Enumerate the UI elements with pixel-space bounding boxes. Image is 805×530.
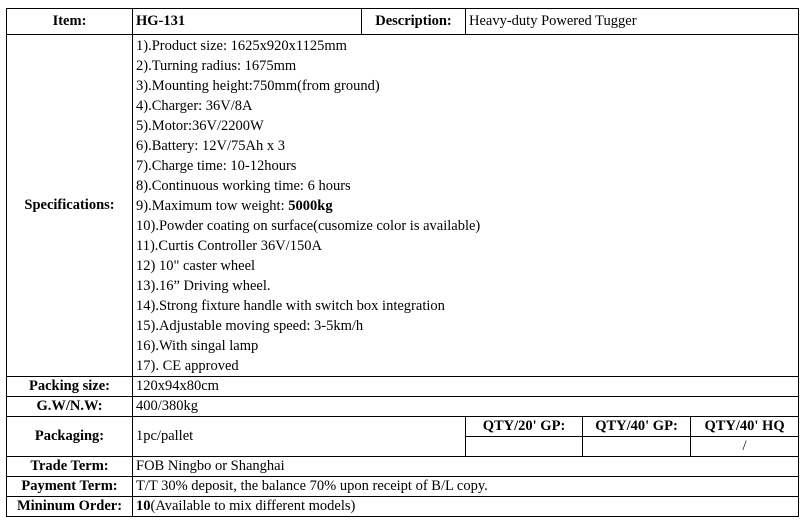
qty-40hq-header: QTY/40' HQ [691, 417, 799, 437]
spec-line: 14).Strong fixture handle with switch box integration [136, 297, 445, 314]
specifications-label: Specifications: [7, 35, 133, 377]
packaging-value: 1pc/pallet [133, 417, 466, 457]
spec-line: 17). CE approved [136, 357, 239, 374]
minimum-order-note: (Available to mix different models) [150, 498, 356, 514]
qty-20gp-header: QTY/20' GP: [466, 417, 583, 437]
trade-term-row [7, 457, 799, 477]
spec-line: 6).Battery: 12V/75Ah x 3 [136, 137, 286, 154]
packing-size-value: 120x94x80cm [133, 377, 799, 397]
max-tow-weight-value: 5000kg [288, 197, 333, 214]
spec-line: 2).Turning radius: 1675mm [136, 57, 297, 74]
specifications-list [133, 35, 799, 377]
spec-line: 16).With singal lamp [136, 337, 259, 354]
payment-term-label: Payment Term: [7, 477, 133, 497]
qty-40hq-value: / [691, 437, 799, 457]
spec-line: 8).Continuous working time: 6 hours [136, 177, 351, 194]
specifications-row [7, 35, 799, 377]
gw-nw-value: 400/380kg [133, 397, 799, 417]
packaging-row [7, 417, 799, 437]
qty-40gp-value [583, 437, 691, 457]
description-label: Description: [362, 9, 466, 35]
spec-line: 12) 10" caster wheel [136, 257, 256, 274]
minimum-order-quantity: 10 [136, 498, 151, 514]
spec-line: 5).Motor:36V/2200W [136, 117, 264, 134]
product-spec-sheet [6, 8, 799, 517]
packing-size-row [7, 377, 799, 397]
payment-term-row [7, 477, 799, 497]
spec-line: 3).Mounting height:750mm(from ground) [136, 77, 380, 94]
packaging-label: Packaging: [7, 417, 133, 457]
qty-40gp-header: QTY/40' GP: [583, 417, 691, 437]
spec-line: 4).Charger: 36V/8A [136, 97, 253, 114]
trade-term-label: Trade Term: [7, 457, 133, 477]
packing-size-label: Packing size: [7, 377, 133, 397]
spec-line: 9).Maximum tow weight: 5000kg [136, 197, 333, 214]
spec-line: 11).Curtis Controller 36V/150A [136, 237, 322, 254]
minimum-order-row [7, 497, 799, 517]
qty-20gp-value [466, 437, 583, 457]
payment-term-value: T/T 30% deposit, the balance 70% upon receipt of B/L copy. [133, 477, 799, 497]
minimum-order-label: Mininum Order: [7, 497, 133, 517]
item-value: HG-131 [133, 9, 362, 35]
spec-line: 15).Adjustable moving speed: 3-5km/h [136, 317, 364, 334]
description-value: Heavy-duty Powered Tugger [466, 9, 799, 35]
spec-line: 7).Charge time: 10-12hours [136, 157, 297, 174]
trade-term-value: FOB Ningbo or Shanghai [133, 457, 799, 477]
item-row [7, 9, 799, 35]
gw-nw-row [7, 397, 799, 417]
spec-line: 13).16” Driving wheel. [136, 277, 271, 294]
spec-line: 10).Powder coating on surface(cusomize color is available) [136, 217, 481, 234]
gw-nw-label: G.W/N.W: [7, 397, 133, 417]
minimum-order-value [133, 497, 799, 517]
spec-line: 1).Product size: 1625x920x1125mm [136, 37, 347, 54]
item-label: Item: [7, 9, 133, 35]
